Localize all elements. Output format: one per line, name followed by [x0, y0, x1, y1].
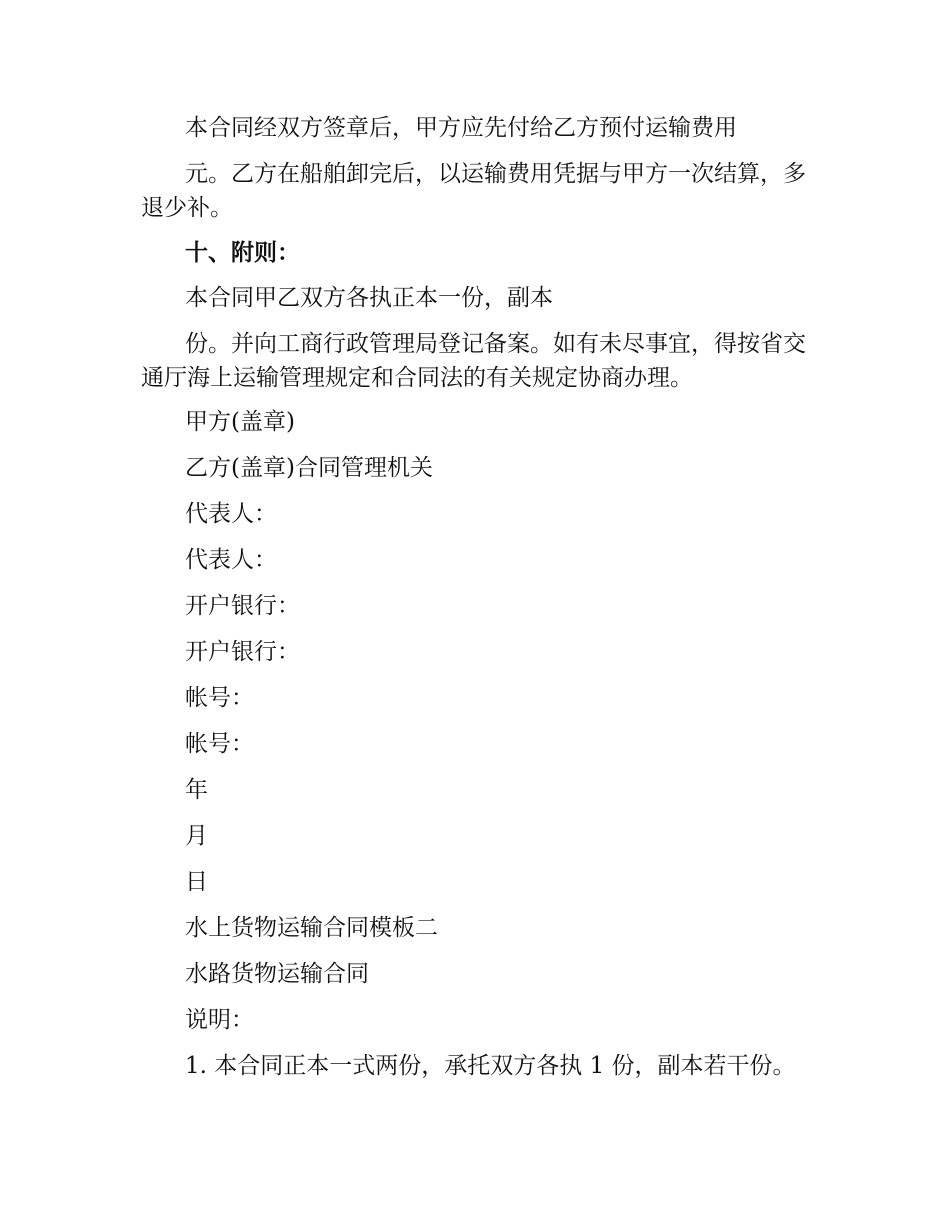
date-year: 年	[185, 777, 208, 803]
representative-field: 代表人：	[185, 547, 277, 573]
paragraph-copies: 本合同甲乙双方各执正本一份，副本	[185, 285, 553, 311]
instructions-label: 说明：	[185, 1007, 254, 1033]
party-b-seal: 乙方(盖章)合同管理机关	[185, 455, 433, 481]
contract-title: 水路货物运输合同	[185, 961, 369, 987]
account-field: 帐号：	[185, 685, 254, 711]
representative-field: 代表人：	[185, 501, 277, 527]
bank-field: 开户银行：	[185, 593, 300, 619]
instruction-item: 1. 本合同正本一式两份，承托双方各执 1 份，副本若干份。	[185, 1053, 796, 1079]
date-day: 日	[185, 869, 208, 895]
party-a-seal: 甲方(盖章)	[185, 409, 295, 435]
template-title: 水上货物运输合同模板二	[185, 915, 438, 941]
paragraph-registration: 份。并向工商行政管理局登记备案。如有未尽事宜，得按省交通厅海上运输管理规定和合同法的有关规定协商办理。	[141, 331, 806, 391]
date-month: 月	[185, 823, 208, 849]
section-heading-appendix: 十、附则：	[185, 239, 300, 266]
bank-field: 开户银行：	[185, 639, 300, 665]
paragraph-prepayment: 本合同经双方签章后，甲方应先付给乙方预付运输费用	[185, 115, 737, 141]
paragraph-settlement: 元。乙方在船舶卸完后，以运输费用凭据与甲方一次结算，多退少补。	[141, 161, 806, 221]
account-field: 帐号：	[185, 731, 254, 757]
